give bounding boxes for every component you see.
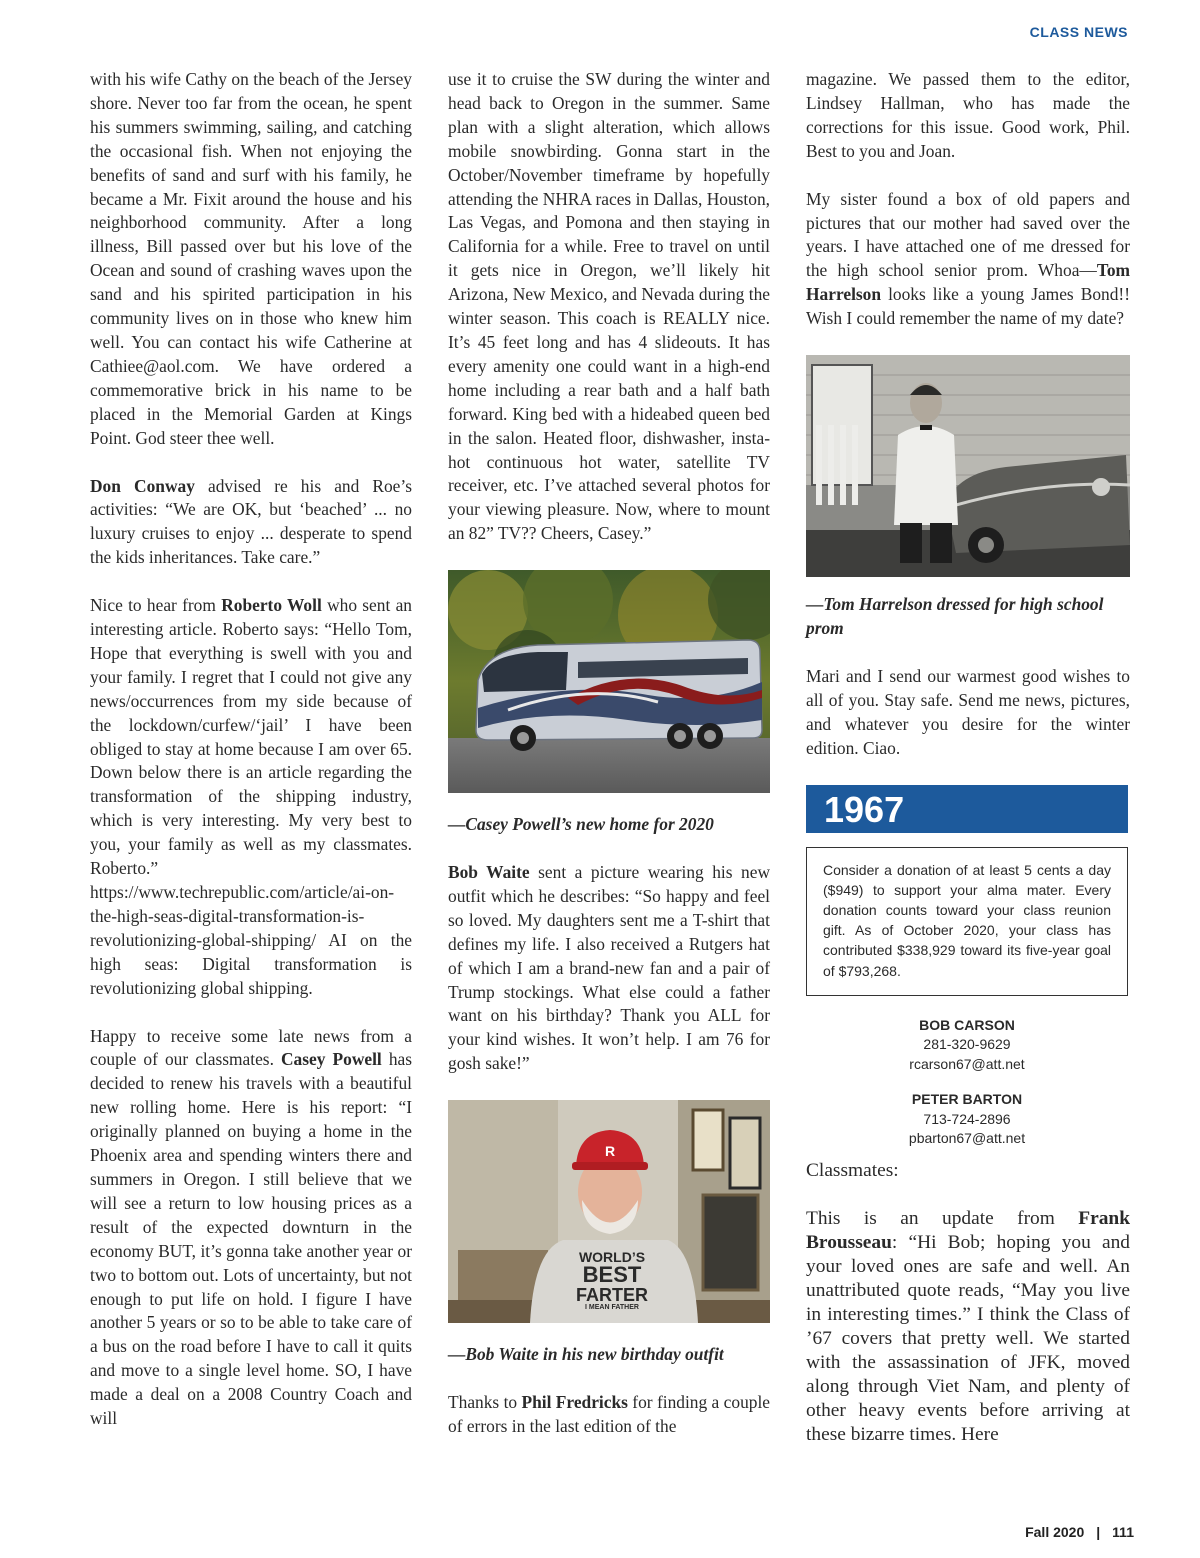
- paragraph-closing: Mari and I send our warmest good wishes to all of you. Stay safe. Send me news, pictures, and whatever you desire for the winter edition. Ciao.: [806, 665, 1130, 758]
- text-roberto-pre: Nice to hear from: [90, 595, 222, 616]
- paragraph-don-conway: [90, 475, 412, 571]
- contact-email[interactable]: pbarton67@att.net: [908, 1130, 1026, 1147]
- photo-motorcoach: [448, 570, 770, 793]
- contact-phone: 281-320-9629: [923, 1036, 1011, 1053]
- column-2: [448, 68, 770, 1463]
- name-phil-fredricks: Phil Fredricks: [521, 1392, 628, 1413]
- paragraph-casey-powell: [90, 1025, 412, 1431]
- text-casey-powell: has decided to renew his travels with a beautiful new rolling home. Here is his report: “I originally planned on buying a home in the Phoenix area and spending winters there and summers in Oregon. I still believe that we will see a return to low housing prices as a result of the expected downturn in the economy BUT, it’s gonna take another year or two to bottom out. Lots of uncertainty, but not enough to put life on hold. I figure I have another 5 years or so to be able to take care of a bus on the road before I have to call it quits and move to a single level home. SO, I have made a deal on a 2008 Country Coach and will: [90, 1049, 413, 1429]
- class-year-banner: [806, 785, 1128, 833]
- tshirt-line-2: BEST: [582, 1262, 642, 1288]
- text-frank-pre: This is an update from: [806, 1207, 1079, 1229]
- text-roberto-woll: who sent an interesting article. Roberto says: “Hello Tom, Hope that everything is swell with you and your family. I regret that I could not give any news/occurrences from my side because of the lockdown/curfew/‘jail’ I have been obliged to stay at home because I am over 65. Down below there is an article regarding the transformation of the shipping industry, which is very interesting. My very best to you, your family as well as my classmates. Roberto.” https://www.techrepublic.com/article/ai-on-the-high-seas-digital-transformation-is-revolutionizing-global-shipping/ AI on the high seas: Digital transformation is revolutionizing global shipping.: [90, 595, 412, 998]
- name-frank-brousseau: Frank Brousseau: [806, 1207, 1130, 1253]
- paragraph-magazine-corrections: magazine. We passed them to the editor, Lindsey Hallman, who has made the corrections for this issue. Good work, Phil. Best to you and Joan.: [806, 69, 1130, 161]
- column-3: [806, 68, 1130, 1471]
- paragraph-phil-fredricks: [448, 1391, 770, 1439]
- text-bob-waite: sent a picture wearing his new outfit which he describes: “So happy and feel so loved. My daughters sent me a T-shirt that defines my life. I also received a Rutgers hat of which I am a brand-new fan and a pair of Trump stockings. What else could a father want on his birthday? Thank you ALL for your kind wishes. It won’t help. I am 76 for gosh sake!”: [448, 862, 770, 1074]
- paragraph-bill-memorial: with his wife Cathy on the beach of the Jersey shore. Never too far from the ocean, he spent his summers swimming, sailing, and catching the occasional fish. When not enjoying the benefits of sand and surf with his family, he became a Mr. Fixit around the house and his neighborhood community. After a long illness, Bill passed over but his love of the Ocean and sound of crashing waves upon the sand and his spirited participation in his community lives on in those who knew him well. You can contact his wife Catherine at Cathiee@aol.com. We have ordered a commemorative brick in his name to be placed in the Memorial Garden at Kings Point. God steer thee well.: [90, 69, 412, 448]
- name-bob-waite: Bob Waite: [448, 862, 530, 883]
- caption-motorcoach: —Casey Powell’s new home for 2020: [448, 814, 714, 835]
- name-roberto-woll: Roberto Woll: [221, 595, 322, 616]
- class-year: 1967: [824, 788, 905, 830]
- donation-box: [806, 847, 1128, 996]
- paragraph-roberto-woll: [90, 594, 412, 1000]
- text-don-conway: advised re his and Roe’s activities: “We are OK, but ‘beached’ ... no luxury cruises to enjoy ... desperate to spend the kids inheritances. Take care.”: [90, 475, 413, 568]
- photo-prom: [806, 355, 1130, 577]
- column-1: [90, 68, 412, 1455]
- contact-peter-barton: [806, 1090, 1128, 1149]
- page-footer: [1025, 1524, 1134, 1540]
- paragraph-tom-harrelson: [806, 188, 1130, 331]
- text-tom-harrelson: looks like a young James Bond!! Wish I could remember the name of my date?: [806, 284, 1130, 329]
- tshirt-line-4: I MEAN FATHER: [585, 1304, 639, 1312]
- contact-name: PETER BARTON: [911, 1091, 1023, 1108]
- name-tom-harrelson: Tom Harrelson: [806, 260, 1130, 305]
- paragraph-frank-brousseau: [806, 1207, 1130, 1447]
- prom-illustration: [806, 355, 1130, 577]
- paragraph-casey-continued: use it to cruise the SW during the winter and head back to Oregon in the summer. Same plan with a slight alteration, which allows mobile snowbirding. Gonna start in the October/November timeframe by hopefully attending the NHRA races in Dallas, Houston, Las Vegas, and Pomona and then staying in California for a while. Free to travel on until it gets nice in Oregon, we’ll likely hit Arizona, New Mexico, and Nevada during the winter season. This coach is REALLY nice. It’s 45 feet long and has 4 slideouts. It has every amenity one could want in a high-end home including a rear bath and a half bath forward. King bed with a hideabed queen bed in the salon. Heated floor, dishwasher, insta-hot continuous hot water, satellite TV receiver, etc. I’ve attached several photos for your viewing pleasure. Now, where to mount an 82” TV?? Cheers, Casey.”: [448, 69, 770, 544]
- tshirt-line-1: WORLD’S: [578, 1249, 646, 1266]
- footer-divider: |: [1096, 1524, 1101, 1540]
- paragraph-bob-waite: [448, 861, 770, 1076]
- contact-email[interactable]: rcarson67@att.net: [909, 1055, 1025, 1072]
- section-label: CLASS NEWS: [1029, 24, 1128, 40]
- caption-bob-waite: —Bob Waite in his new birthday outfit: [448, 1344, 724, 1365]
- text-phil-fredricks: for finding a couple of errors in the last edition of the: [448, 1392, 771, 1436]
- contact-phone: 713-724-2896: [923, 1110, 1011, 1127]
- text-phil-pre: Thanks to: [448, 1392, 522, 1413]
- caption-prom: —Tom Harrelson dressed for high school prom: [806, 594, 1104, 638]
- contact-bob-carson: [806, 1016, 1128, 1075]
- svg-text:R: R: [604, 1143, 616, 1160]
- donation-text: Consider a donation of at least 5 cents a day ($949) to support your alma mater. Every donation counts toward your class reunion gift. As of October 2020, your class has contributed $338,929 toward its five-year goal of $793,268.: [823, 861, 1111, 979]
- text-tom-pre: My sister found a box of old papers and pictures that our mother had saved over the years. I have attached one of me dressed for the high school senior prom. Whoa—: [806, 188, 1130, 281]
- tshirt-print: [566, 1250, 658, 1311]
- photo-bob-waite: [448, 1100, 770, 1323]
- page-number: 111: [1112, 1524, 1134, 1540]
- contact-name: BOB CARSON: [919, 1016, 1015, 1033]
- paragraph-classmates: Classmates:: [806, 1159, 899, 1181]
- text-frank-brousseau: : “Hi Bob; hoping you and your loved ones are safe and well. An unattributed quote reads, “May you live in interesting times.” I think the Class of ’67 covers that pretty well. We started with the assassination of JFK, moved along through Viet Nam, and plenty of other heavy events before arriving at these bizarre times. Here: [806, 1231, 1130, 1445]
- name-don-conway: Don Conway: [90, 475, 195, 496]
- motorcoach-illustration: [448, 570, 770, 793]
- text-casey-pre: Happy to receive some late news from a couple of our classmates.: [90, 1025, 412, 1070]
- issue-label: Fall 2020: [1025, 1524, 1085, 1540]
- tshirt-line-3: FARTER: [576, 1285, 648, 1306]
- name-casey-powell: Casey Powell: [281, 1049, 382, 1070]
